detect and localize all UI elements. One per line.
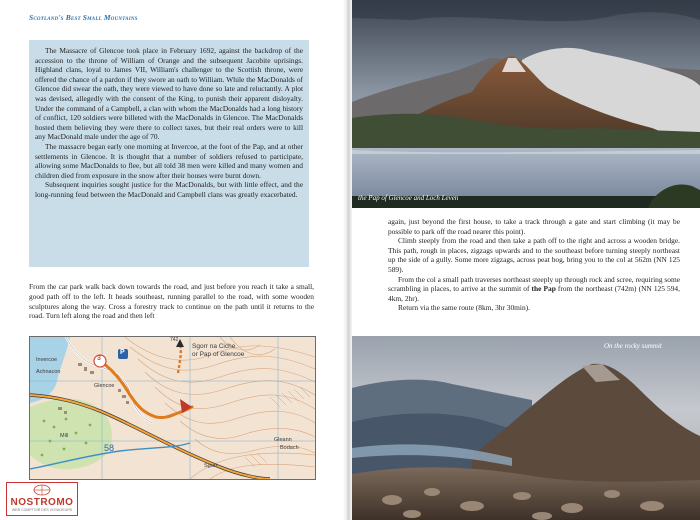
map-label-bodach: Bodach xyxy=(280,445,299,451)
route-description-left xyxy=(29,282,314,321)
history-paragraph-2: The massacre began early one morning at Invercoe, at the foot of the Pap, and at other settlements in Glencoe. It is thought that a number of soldiers refused to participate, allowing some MacDonalds to flee, but all told 38 men were killed and many women and children died from exposure in the snow after their houses were burnt down. xyxy=(35,141,303,180)
history-paragraph-3: Subsequent inquiries sought justice for the MacDonalds, but with little effect, and the long-running feud between the MacDonald and Campbell clans was greatly exacerbated. xyxy=(35,180,303,199)
route-paragraph-4: Return via the same route (8km, 3hr 30min). xyxy=(398,303,530,313)
landscape-photo-top xyxy=(352,0,700,208)
nostromo-logo xyxy=(6,482,78,516)
map-label-summit: Sgorr na Ciche xyxy=(192,343,236,350)
history-paragraph-1: The Massacre of Glencoe took place in February 1692, against the backdrop of the accession to the throne of William of Orange and the subsequent Jacobite uprisings. Highland clans, loyal to James VII, William's challenger to the Scottish throne, were offered the chance of a pardon if they swore an oath to William. While the MacDonalds of Glencoe did swear the oath, they were viewed to have done so late and reluctantly. A plot was devised, allegedly with the consent of the King, to punish their apparent disloyalty. Under the command of a Campbell, a clan with whom the MacDonalds had a long history of conflict, 120 soldiers were billeted with the MacDonalds in Glencoe. The MacDonalds hosted them believing they were there to collect taxes, but their real orders were to kill any MacDonald male under the age of 70. xyxy=(35,46,303,142)
book-gutter xyxy=(343,0,352,520)
route-paragraph-3 xyxy=(388,275,680,304)
route-description-right xyxy=(388,217,680,313)
route-paragraph-3-bold: the Pap xyxy=(531,284,556,294)
route-paragraph-2: Climb steeply from the road and then take a path off to the right and across a wooden bridge. This path, rough in places, zigzags upwards and to the southeast before turning steeply northeast up the side of a gully. Some more zigzags, across peat bog, bring you to the col at 562m (NN 125 589). xyxy=(388,236,680,274)
running-head: Scotland's Best Small Mountains xyxy=(29,13,138,22)
map-label-achnacon: Achnacon xyxy=(36,369,61,375)
landscape-photo-bottom xyxy=(352,336,700,520)
left-page xyxy=(0,0,343,520)
map-label-invercoe: Invercoe xyxy=(36,357,58,363)
map-label-grid-58: 58 xyxy=(104,443,115,453)
map-label-summit-alt: or Pap of Glencoe xyxy=(192,351,245,358)
photo-pap-of-glencoe xyxy=(352,0,700,208)
route-paragraph-3-start: From the col a small path traverses northeast steeply up through rock and scree, requiring some scrambling in places, to arrive at the summit of xyxy=(388,274,680,294)
right-page xyxy=(352,0,700,520)
route-paragraph-1: again, just beyond the first house, to take a track through a gate and start climbing (it may be possible to park off the road nearer this point). xyxy=(388,217,680,236)
map-label-sgurr: Sgurr xyxy=(204,463,218,469)
logo-globe-icon xyxy=(33,484,51,496)
logo-name: NOSTROMO xyxy=(10,497,74,508)
history-box xyxy=(29,40,309,267)
map-label-parking: P xyxy=(120,349,125,356)
logo-tagline: WEB COMPTOIR DES VOYAGEURS xyxy=(11,508,73,512)
route-paragraph-3-end: from the northeast (742m) (NN 125 594, 4km, 2hr). xyxy=(388,284,680,303)
photo-rocky-summit xyxy=(352,336,700,520)
map-label-summit-height: 742 xyxy=(170,337,179,343)
map-label-gleann: Gleann xyxy=(274,437,292,443)
map-graphic xyxy=(30,337,315,479)
caption-top-photo: the Pap of Glencoe and Loch Leven xyxy=(358,194,459,202)
map-label-point: 3 xyxy=(97,355,101,362)
map-label-glencoe: Glencoe xyxy=(94,383,115,389)
caption-bottom-photo: On the rocky summit xyxy=(604,342,662,350)
route-paragraph-left: From the car park walk back down towards the road, and just before you reach it take a small, good path off to the left. It heads southeast, running parallel to the road, with some wooden sculptures along the way. Cross a forestry track to continue on the path until it returns to the road. Turn left along the road and then left xyxy=(29,282,314,321)
map-label-mill: Mill xyxy=(60,433,69,439)
route-map xyxy=(29,336,316,480)
